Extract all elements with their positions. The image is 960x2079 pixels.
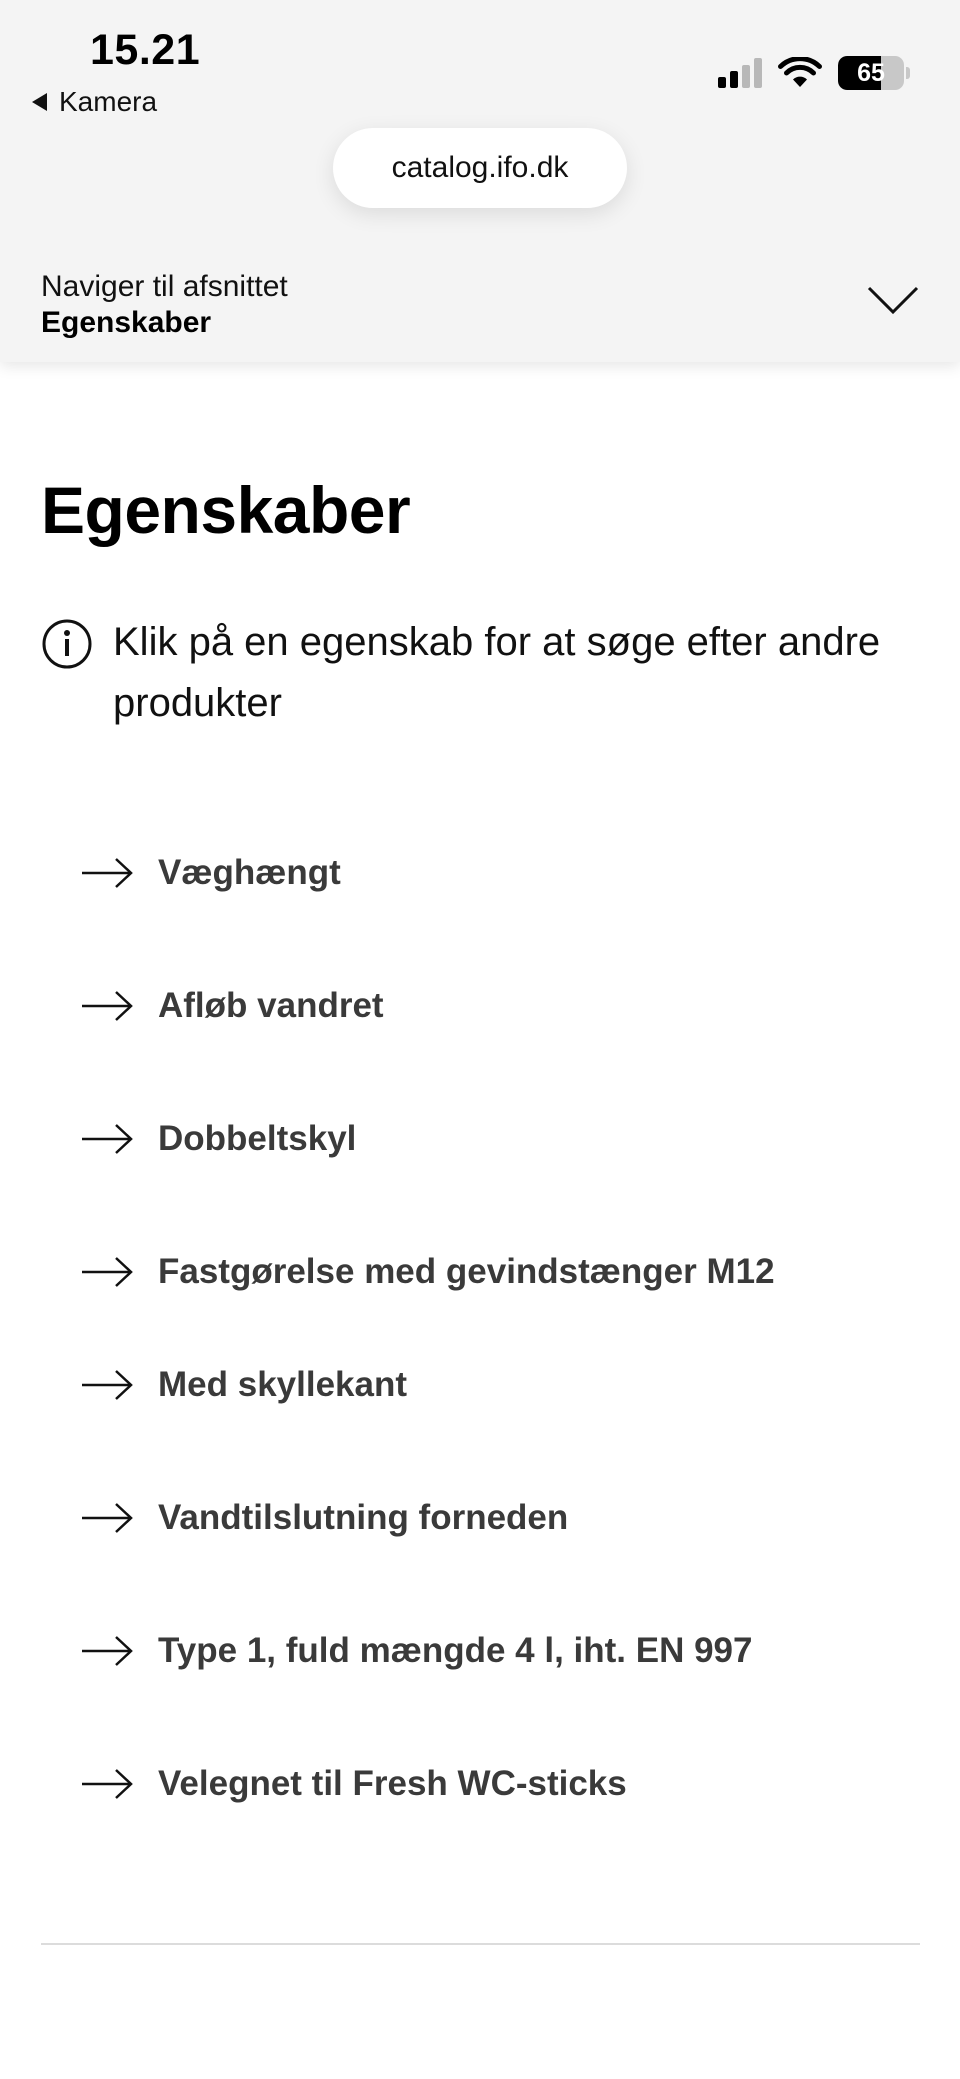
arrow-right-icon (80, 1634, 134, 1668)
back-link-label: Kamera (59, 86, 158, 117)
url-bar[interactable] (333, 128, 627, 208)
property-link[interactable] (80, 976, 384, 1036)
property-label: Fastgørelse med gevindstænger M12 (158, 1252, 775, 1291)
info-text: Klik på en egenskab for at søge efter andre produkter (113, 620, 881, 725)
property-label: Velegnet til Fresh WC-sticks (158, 1764, 627, 1803)
property-label: Med skyllekant (158, 1365, 407, 1404)
page-title: Egenskaber (41, 473, 411, 547)
back-to-camera-link[interactable] (32, 86, 157, 118)
property-label: Væghængt (158, 853, 341, 892)
arrow-right-icon (80, 1122, 134, 1156)
chevron-down-icon[interactable] (866, 282, 920, 318)
status-time: 15.21 (90, 26, 201, 74)
arrow-right-icon (80, 1767, 134, 1801)
arrow-right-icon (80, 856, 134, 890)
property-label: Afløb vandret (158, 986, 384, 1025)
arrow-right-icon (80, 1255, 134, 1289)
property-link[interactable] (80, 1242, 775, 1302)
info-icon (41, 618, 93, 670)
property-link[interactable] (80, 1754, 627, 1814)
property-label: Dobbeltskyl (158, 1119, 357, 1158)
url-text: catalog.ifo.dk (391, 151, 569, 184)
property-label: Type 1, fuld mængde 4 l, iht. EN 997 (158, 1631, 753, 1670)
status-icons (718, 56, 910, 90)
section-nav-caption: Naviger til afsnittet (41, 270, 288, 303)
battery-icon (838, 56, 910, 90)
wifi-icon (778, 57, 822, 89)
property-link[interactable] (80, 1621, 752, 1681)
property-link[interactable] (80, 843, 341, 903)
section-nav-current: Egenskaber (41, 306, 212, 339)
divider (41, 1943, 920, 1945)
signal-icon (718, 58, 762, 88)
property-link[interactable] (80, 1109, 356, 1169)
top-chrome (0, 0, 960, 362)
property-link[interactable] (80, 1355, 407, 1415)
battery-level: 65 (857, 58, 885, 87)
arrow-right-icon (80, 989, 134, 1023)
arrow-right-icon (80, 1501, 134, 1535)
property-label: Vandtilslutning forneden (158, 1498, 569, 1537)
back-triangle-icon (32, 93, 47, 111)
property-link[interactable] (80, 1488, 568, 1548)
arrow-right-icon (80, 1368, 134, 1402)
section-navigator[interactable] (0, 258, 960, 362)
